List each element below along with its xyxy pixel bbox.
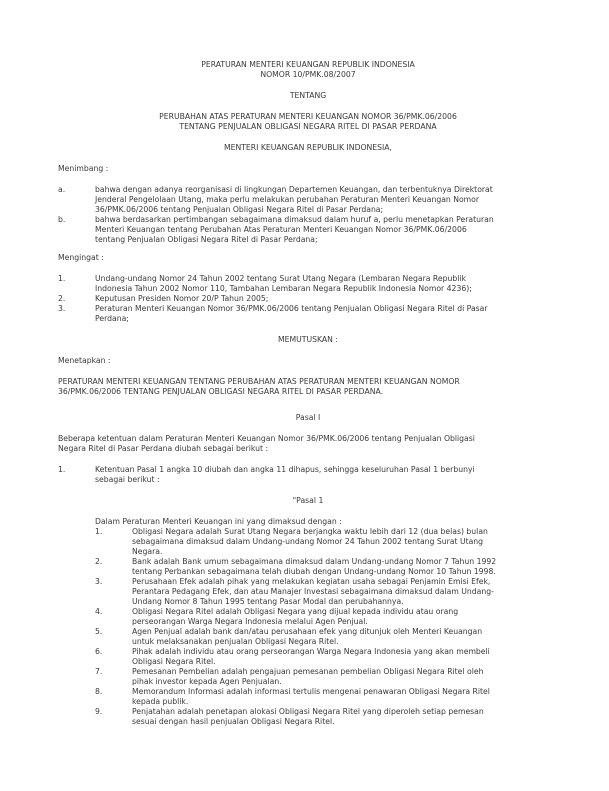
list-item-line: Jenderal Pengelolaan Utang, maka perlu melakukan perubahan Peraturan Menteri Keuangan Nomor	[95, 195, 480, 204]
list-item-line: 36/PMK.06/2006 tentang Penjualan Obligasi Negara Ritel di Pasar Perdana;	[95, 205, 384, 214]
menimbang-item	[58, 185, 558, 215]
pasal-i-heading	[58, 413, 558, 423]
list-marker: 3.	[58, 304, 66, 313]
list-marker: 3.	[95, 577, 103, 586]
list-item-line: Negara.	[132, 547, 163, 556]
pasal-heading: Pasal I	[295, 413, 321, 422]
mengingat-label	[58, 253, 558, 263]
list-item-line: Pihak adalah individu atau orang perseorangan Warga Negara Indonesia yang akan membeli	[132, 647, 490, 656]
list-item-line: Pemesanan Pembelian adalah pengajuan pemesanan pembelian Obligasi Negara Ritel oleh	[132, 667, 484, 676]
definition-item	[95, 647, 558, 667]
list-item-line: perseorangan Warga Negara Indonesia melalui Agen Penjual.	[132, 617, 368, 626]
list-item-line: Bank adalah Bank umum sebagaimana dimaksud dalam Undang-undang Nomor 7 Tahun 1992	[132, 557, 497, 566]
list-marker: 4.	[95, 607, 103, 616]
definitions-intro: Dalam Peraturan Menteri Keuangan ini yang dimaksud dengan :	[95, 517, 342, 526]
section-label: Menimbang :	[58, 164, 109, 173]
document-title	[58, 60, 558, 80]
menetapkan-line: PERATURAN MENTERI KEUANGAN TENTANG PERUBAHAN ATAS PERATURAN MENTERI KEUANGAN NOMOR	[58, 377, 460, 386]
list-marker: 8.	[95, 687, 103, 696]
memutuskan-text: MEMUTUSKAN :	[278, 335, 338, 344]
list-marker: 7.	[95, 667, 103, 676]
list-marker: 2.	[58, 294, 66, 303]
pasal-i-intro	[58, 434, 558, 454]
definition-item	[95, 627, 558, 647]
pasal-1-body	[58, 517, 558, 727]
list-item-line: Obligasi Negara adalah Surat Utang Negara berjangka waktu lebih dari 12 (dua belas) bulan	[132, 527, 488, 536]
list-item-line: Penjatahan adalah penetapan alokasi Obligasi Negara Ritel yang diperoleh setiap pemesan	[132, 707, 484, 716]
definition-item	[95, 707, 558, 727]
document-page	[58, 60, 558, 727]
list-item-line: Keputusan Presiden Nomor 20/P Tahun 2005;	[95, 294, 269, 303]
issuer	[58, 143, 558, 153]
list-item-line: Agen Penjual adalah bank dan/atau perusahaan efek yang ditunjuk oleh Menteri Keuangan	[132, 627, 483, 636]
tentang-heading	[58, 91, 558, 101]
mengingat-list	[58, 274, 558, 324]
intro-line: Negara Ritel di Pasar Perdana diubah sebagai berikut :	[58, 444, 269, 453]
tentang-text: TENTANG	[289, 91, 327, 100]
list-item-line: pihak investor kepada Agen Penjualan.	[132, 677, 282, 686]
list-item-line: kepada publik.	[132, 697, 189, 706]
section-label: Menetapkan :	[58, 356, 111, 365]
definition-item	[95, 557, 558, 577]
title-line: NOMOR 10/PMK.08/2007	[260, 70, 356, 79]
list-item-line: sebagai berikut :	[95, 475, 160, 484]
list-marker: 9.	[95, 707, 103, 716]
menetapkan-label	[58, 356, 558, 366]
mengingat-item	[58, 304, 558, 324]
menimbang-label	[58, 164, 558, 174]
intro-line: Beberapa ketentuan dalam Peraturan Menteri Keuangan Nomor 36/PMK.06/2006 tentang Penjualan Obligasi	[58, 434, 475, 443]
list-item-line: bahwa berdasarkan pertimbangan sebagaimana dimaksud dalam huruf a, perlu menetapkan Peraturan	[95, 215, 494, 224]
mengingat-item	[58, 294, 558, 304]
definition-item	[95, 667, 558, 687]
list-item-line: Memorandum Informasi adalah informasi tertulis mengenai penawaran Obligasi Negara Ritel	[132, 687, 490, 696]
list-item-line: Perdana;	[95, 314, 129, 323]
menetapkan-text	[58, 377, 558, 397]
list-item-line: Perantara Pedagang Efek, dan atau Manajer Investasi sebagaimana dimaksud dalam Undang-	[132, 587, 494, 596]
issuer-text: MENTERI KEUANGAN REPUBLIK INDONESIA,	[223, 143, 392, 152]
definition-item	[95, 527, 558, 557]
definition-item	[95, 687, 558, 707]
list-item-line: untuk melaksanakan penjualan Obligasi Negara Ritel.	[132, 637, 339, 646]
list-item-line: sesuai dengan hasil penjualan Obligasi Negara Ritel.	[132, 717, 335, 726]
list-item-line: tentang Perbankan sebagaimana telah diubah dengan Undang-undang Nomor 10 Tahun 1998.	[132, 567, 496, 576]
title-line: PERATURAN MENTERI KEUANGAN REPUBLIK INDONESIA	[201, 60, 415, 69]
menimbang-list	[58, 185, 558, 245]
list-marker: 1.	[95, 527, 103, 536]
list-item-line: Perusahaan Efek adalah pihak yang melakukan kegiatan usaha sebagai Penjamin Emisi Efek,	[132, 577, 491, 586]
section-label: Mengingat :	[58, 253, 104, 262]
list-marker: b.	[58, 215, 66, 224]
list-item-line: bahwa dengan adanya reorganisasi di lingkungan Departemen Keuangan, dan terbentuknya Direktorat	[95, 185, 493, 194]
menimbang-item	[58, 215, 558, 245]
list-item-line: Undang Nomor 8 Tahun 1995 tentang Pasar Modal dan perubahannya.	[132, 597, 404, 606]
list-item-line: Undang-undang Nomor 24 Tahun 2002 tentang Surat Utang Negara (Lembaran Negara Republik	[95, 274, 466, 283]
list-item-line: Peraturan Menteri Keuangan Nomor 36/PMK.06/2006 tentang Penjualan Obligasi Negara Ritel di Pasar	[95, 304, 488, 313]
list-marker: 1.	[58, 465, 66, 474]
list-item-line: Obligasi Negara Ritel adalah Obligasi Negara yang dijual kepada individu atau orang	[132, 607, 459, 616]
list-item-line: Menteri Keuangan tentang Perubahan Atas Peraturan Menteri Keuangan Nomor 36/PMK.06/2006	[95, 225, 467, 234]
list-marker: 6.	[95, 647, 103, 656]
document-subject	[58, 112, 558, 132]
list-item-line: Obligasi Negara Ritel.	[132, 657, 216, 666]
menetapkan-line: 36/PMK.06/2006 TENTANG PENJUALAN OBLIGASI NEGARA RITEL DI PASAR PERDANA.	[58, 387, 384, 396]
list-marker: 1.	[58, 274, 66, 283]
list-marker: 5.	[95, 627, 103, 636]
amendment-item	[58, 465, 558, 485]
mengingat-item	[58, 274, 558, 294]
list-marker: a.	[58, 185, 66, 194]
definition-item	[95, 577, 558, 607]
subject-line: PERUBAHAN ATAS PERATURAN MENTERI KEUANGAN NOMOR 36/PMK.06/2006	[159, 112, 457, 121]
list-marker: 2.	[95, 557, 103, 566]
subject-line: TENTANG PENJUALAN OBLIGASI NEGARA RITEL DI PASAR PERDANA	[179, 122, 437, 131]
pasal-i-list	[58, 465, 558, 485]
list-item-line: tentang Penjualan Obligasi Negara Ritel di Pasar Perdana;	[95, 235, 318, 244]
pasal-1-heading	[58, 496, 558, 506]
list-item-line: sebagaimana dimaksud dalam Undang-undang Nomor 24 Tahun 2002 tentang Surat Utang	[132, 537, 484, 546]
memutuskan-heading	[58, 335, 558, 345]
list-item-line: Indonesia Tahun 2002 Nomor 110, Tambahan Lembaran Negara Republik Indonesia Nomor 4236);	[95, 284, 472, 293]
list-item-line: Ketentuan Pasal 1 angka 10 diubah dan angka 11 dihapus, sehingga keseluruhan Pasal 1 berbunyi	[95, 465, 475, 474]
definition-item	[95, 607, 558, 627]
pasal-heading: "Pasal 1	[292, 496, 324, 505]
